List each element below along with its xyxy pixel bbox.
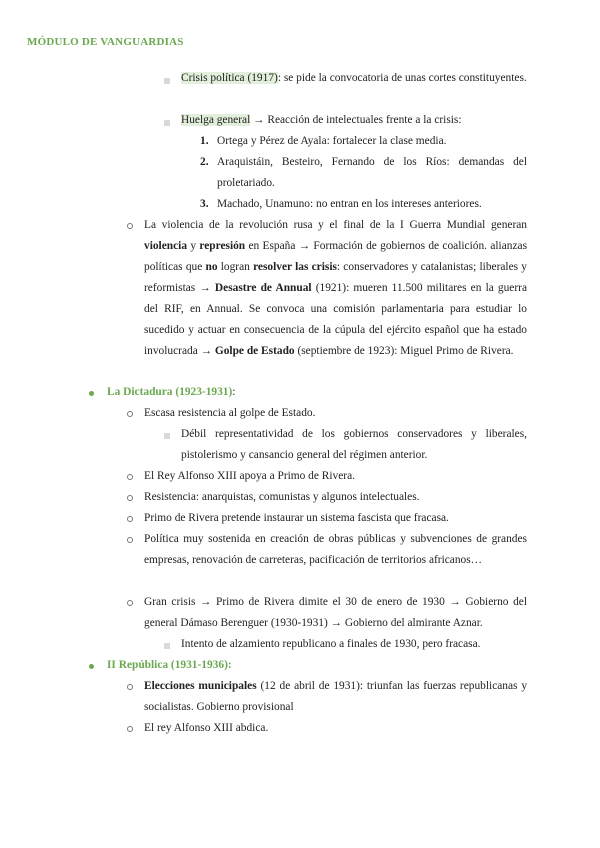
paragraph-text: (12 de abril de 1931): triunfan las fuerzas republicanas y socialistas. Gobierno provisional [144,680,528,713]
list-number: 1. [200,135,209,147]
disc-bullet-icon [89,391,94,396]
circle-bullet-icon [127,684,133,690]
paragraph-text: en España → Formación de gobiernos de coalición. alianzas políticas que [144,240,528,273]
list-item: Resistencia: anarquistas, comunistas y algunos intelectuales. [144,491,420,503]
section-heading-republica [107,655,232,676]
circle-bullet-icon [127,474,133,480]
paragraph-text: La violencia de la revolución rusa y el final de la I Guerra Mundial generan [144,219,527,231]
list-item: Intento de alzamiento republicano a finales de 1930, pero fracasa. [181,638,481,650]
list-number: 2. [200,156,209,168]
bold-term: Golpe de Estado [214,345,295,357]
circle-bullet-icon [127,223,133,229]
crisis-politica-item [181,68,527,89]
crisis-politica-highlight: Crisis política (1917) [181,72,278,84]
numbered-item: Araquistáin, Besteiro, Fernando de los Ríos: demandas del proletariado. [217,156,527,189]
paragraph-text: y [187,240,200,252]
circle-bullet-icon [127,726,133,732]
list-item: Primo de Rivera pretende instaurar un sistema fascista que fracasa. [144,512,449,524]
list-item: El rey Alfonso XIII abdica. [144,722,269,734]
list-item: Gran crisis → Primo de Rivera dimite el 30 de enero de 1930 → Gobierno del general Dámaso Berenguer (1930-1931) → Gobierno del almirante Aznar. [144,596,527,629]
circle-bullet-icon [127,495,133,501]
heading-suffix: : [232,386,236,398]
heading-text: La Dictadura (1923-1931) [107,386,233,398]
circle-bullet-icon [127,411,133,417]
page-header: MÓDULO DE VANGUARDIAS [27,36,184,48]
section-heading-dictadura [107,382,235,403]
huelga-general-text: → Reacción de intelectuales frente a la crisis: [250,114,462,126]
crisis-politica-text: : se pide la convocatoria de unas cortes constituyentes. [277,72,527,84]
square-bullet-icon [164,78,170,84]
heading-text: II República (1931-1936): [107,659,232,671]
circle-bullet-icon [127,600,133,606]
list-item: Débil representatividad de los gobiernos conservadores y liberales, pistolerismo y cansancio general del régimen anterior. [181,428,527,461]
paragraph-text: (1921): mueren 11.500 militares en la guerra del RIF, en Annual. Se convoca una comisión parlamentaria para estudiar lo sucedido y actuar en consecuencia de la cúpula del ejército español que ha estado involucrada → [144,282,528,357]
violencia-paragraph [144,215,527,362]
paragraph-text: logran [217,261,254,273]
square-bullet-icon [164,433,170,439]
disc-bullet-icon [89,664,94,669]
numbered-item: Ortega y Pérez de Ayala: fortalecer la clase media. [217,135,447,147]
bold-term: no [205,261,218,273]
square-bullet-icon [164,120,170,126]
bold-term: Desastre de Annual [214,282,312,294]
square-bullet-icon [164,643,170,649]
paragraph-text: : conservadores y catalanistas; liberales y reformistas → [144,261,527,294]
paragraph-text: (septiembre de 1923): Miguel Primo de Rivera. [294,345,514,357]
huelga-general-highlight: Huelga general [181,114,251,126]
list-item: Política muy sostenida en creación de obras públicas y subvenciones de grandes empresas, renovación de carreteras, pacificación de territorios africanos… [144,533,527,566]
circle-bullet-icon [127,537,133,543]
circle-bullet-icon [127,516,133,522]
bold-term: represión [199,240,246,252]
numbered-item: Machado, Unamuno: no entran en los intereses anteriores. [217,198,482,210]
list-item: El Rey Alfonso XIII apoya a Primo de Rivera. [144,470,355,482]
bold-term: resolver las crisis [253,261,337,273]
bold-term: Elecciones municipales [144,680,257,692]
list-item: Escasa resistencia al golpe de Estado. [144,407,316,419]
bold-term: violencia [144,240,188,252]
huelga-general-item [181,110,527,131]
list-item-elecciones [144,676,527,718]
list-number: 3. [200,198,209,210]
